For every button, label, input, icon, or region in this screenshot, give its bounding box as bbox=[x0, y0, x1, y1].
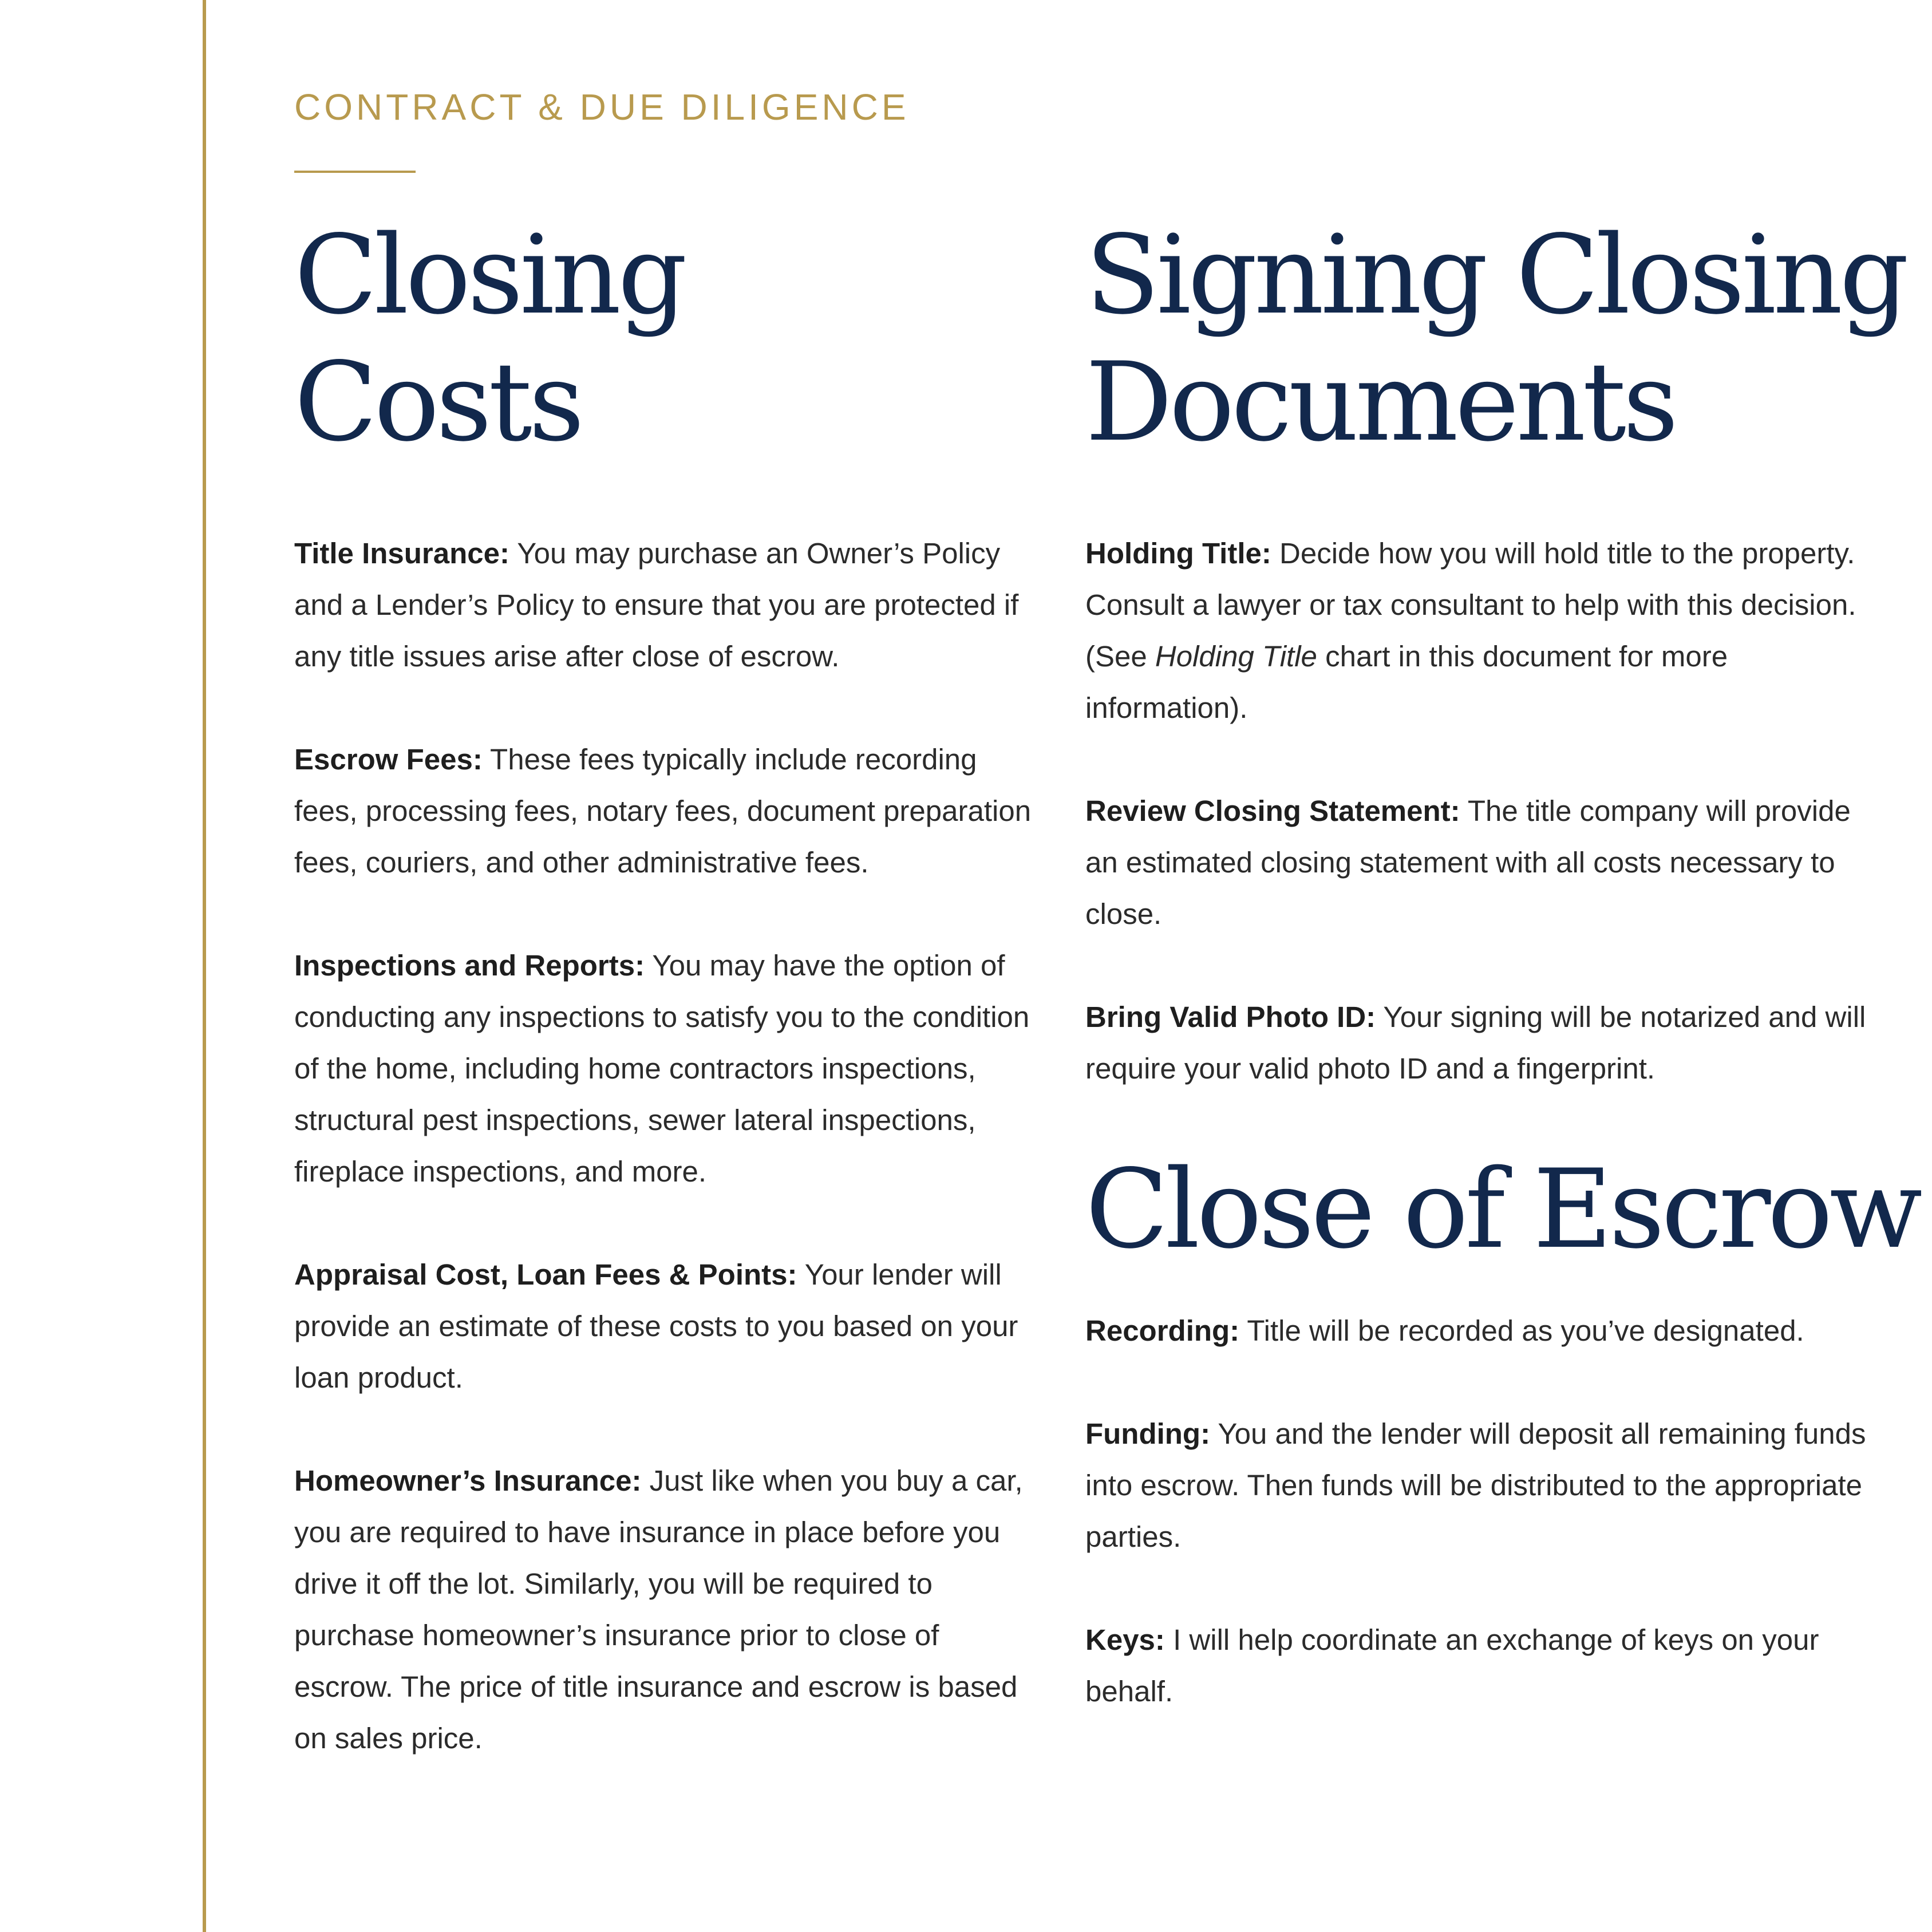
close-of-escrow-list bbox=[1085, 1305, 1887, 1717]
closing-costs-heading bbox=[294, 212, 1033, 466]
signing-documents-heading-line1: Signing Closing bbox=[1085, 212, 1906, 338]
list-item bbox=[1085, 1408, 1887, 1563]
list-item bbox=[1085, 1614, 1887, 1717]
item-text: Decide how you will hold title to the property. Consult a lawyer or tax consultant to help with this decision. (See bbox=[1085, 537, 1856, 673]
item-label: Escrow Fees: bbox=[294, 743, 483, 776]
item-label: Title Insurance: bbox=[294, 537, 510, 570]
item-text: chart in this document for more information). bbox=[1085, 640, 1728, 724]
list-item bbox=[1085, 785, 1887, 940]
vertical-gold-rule bbox=[203, 0, 206, 1932]
item-text: Your signing will be notarized and will require your valid photo ID and a fingerprint. bbox=[1085, 1001, 1866, 1085]
close-of-escrow-heading-line: Close of Escrow bbox=[1085, 1146, 1919, 1273]
item-text: You and the lender will deposit all remaining funds into escrow. Then funds will be distributed to the appropriate parties. bbox=[1085, 1417, 1866, 1553]
item-label: Appraisal Cost, Loan Fees & Points: bbox=[294, 1258, 797, 1291]
list-item bbox=[1085, 991, 1887, 1095]
list-item bbox=[294, 734, 1033, 888]
item-label: Review Closing Statement: bbox=[1085, 795, 1460, 827]
item-text: I will help coordinate an exchange of keys on your behalf. bbox=[1085, 1623, 1819, 1708]
item-label: Bring Valid Photo ID: bbox=[1085, 1001, 1376, 1033]
closing-costs-heading-line2: Costs bbox=[294, 339, 582, 465]
list-item bbox=[1085, 1305, 1887, 1357]
signing-documents-list bbox=[1085, 528, 1887, 1095]
item-text: You may purchase an Owner’s Policy and a Lender’s Policy to ensure that you are protected if any title issues arise after close of escrow. bbox=[294, 537, 1019, 673]
item-text: Just like when you buy a car, you are required to have insurance in place before you drive it off the lot. Similarly, you will be required to purchase homeowner’s insurance prior to close of escrow. The price of title insurance and escrow is based on sales price. bbox=[294, 1464, 1023, 1755]
section-eyebrow: CONTRACT & DUE DILIGENCE bbox=[294, 86, 910, 128]
item-label: Funding: bbox=[1085, 1417, 1211, 1450]
item-label: Recording: bbox=[1085, 1314, 1240, 1347]
item-text: The title company will provide an estimated closing statement with all costs necessary to close. bbox=[1085, 795, 1851, 930]
item-text: Your lender will provide an estimate of these costs to you based on your loan product. bbox=[294, 1258, 1018, 1394]
list-item bbox=[294, 1455, 1033, 1764]
item-text-italic: Holding Title bbox=[1155, 640, 1317, 673]
item-text: You may have the option of conducting any inspections to satisfy you to the condition of the home, including home contractors inspections, structural pest inspections, sewer lateral inspections, fireplace inspections, and more. bbox=[294, 949, 1030, 1188]
item-text: Title will be recorded as you’ve designated. bbox=[1239, 1314, 1804, 1347]
item-label: Keys: bbox=[1085, 1623, 1165, 1656]
signing-documents-heading bbox=[1085, 212, 1906, 466]
item-label: Homeowner’s Insurance: bbox=[294, 1464, 642, 1497]
closing-costs-column bbox=[294, 212, 1033, 1816]
item-label: Holding Title: bbox=[1085, 537, 1271, 570]
eyebrow-underline bbox=[294, 171, 416, 173]
closing-costs-list bbox=[294, 528, 1033, 1764]
signing-documents-heading-line2: Documents bbox=[1085, 339, 1676, 465]
close-of-escrow-heading bbox=[1085, 1146, 1919, 1273]
closing-costs-heading-line1: Closing bbox=[294, 212, 684, 338]
signing-documents-column bbox=[1085, 212, 1919, 1769]
list-item bbox=[294, 528, 1033, 682]
item-text: These fees typically include recording fees, processing fees, notary fees, document preparation fees, couriers, and other administrative fees. bbox=[294, 743, 1032, 879]
item-label: Inspections and Reports: bbox=[294, 949, 645, 982]
list-item bbox=[294, 1249, 1033, 1404]
list-item bbox=[1085, 528, 1887, 734]
list-item bbox=[294, 940, 1033, 1198]
